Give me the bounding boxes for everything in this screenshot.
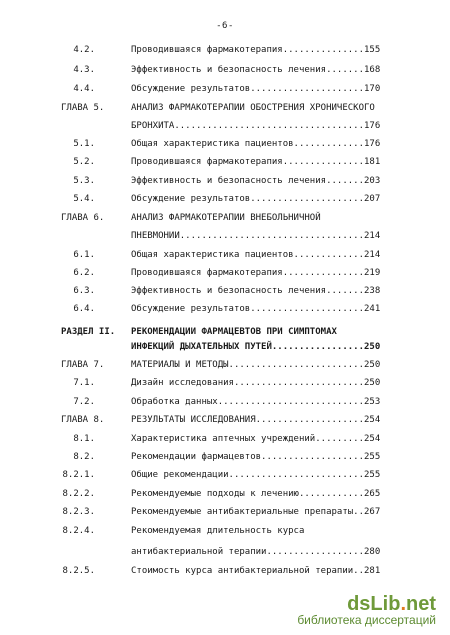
page-number: -6- [216, 21, 234, 31]
toc-row [0, 192, 450, 206]
toc-title: Дизайн исследования........................250 [131, 378, 381, 388]
toc-row [0, 450, 450, 464]
toc-row [0, 432, 450, 446]
toc-row [0, 545, 450, 559]
toc-number: 8.2.3. [62, 507, 95, 517]
toc-row [0, 43, 450, 57]
toc-title: АНАЛИЗ ФАРМАКОТЕРАПИИ ОБОСТРЕНИЯ ХРОНИЧЕСКОГО [131, 103, 375, 113]
toc-title: Рекомендуемая длительность курса [131, 526, 305, 536]
toc-number: 8.2. [73, 452, 95, 462]
toc-title: Обработка данных...........................253 [131, 397, 381, 407]
toc-row [0, 284, 450, 298]
toc-title: антибактериальной терапии..................280 [131, 547, 381, 557]
toc-row [0, 325, 450, 339]
toc-row [0, 211, 450, 225]
watermark-subtitle: библиотека диссертаций [297, 613, 436, 627]
toc-row [0, 358, 450, 372]
toc-row [0, 266, 450, 280]
toc-number: 6.1. [73, 250, 95, 260]
toc-row [0, 82, 450, 96]
toc-title: Общая характеристика пациентов.............214 [131, 250, 381, 260]
toc-number: 6.2. [73, 268, 95, 278]
toc-number: 8.2.5. [62, 566, 95, 576]
toc-title: Общая характеристика пациентов.............176 [131, 139, 381, 149]
toc-title: Характеристика аптечных учреждений.........254 [131, 434, 381, 444]
toc-title: БРОНХИТА...................................176 [131, 121, 381, 131]
toc-number: 6.3. [73, 286, 95, 296]
toc-row [0, 413, 450, 427]
toc-title: Проводившаяся фармакотерапия...............219 [131, 268, 381, 278]
toc-row [0, 524, 450, 538]
toc-title: Обсуждение результатов.....................207 [131, 194, 381, 204]
toc-number: РАЗДЕЛ II. [61, 327, 116, 337]
toc-row [0, 119, 450, 133]
toc-title: Рекомендуемые подходы к лечению............265 [131, 489, 381, 499]
toc-number: 4.3. [73, 65, 95, 75]
toc-title: РЕЗУЛЬТАТЫ ИССЛЕДОВАНИЯ....................254 [131, 415, 381, 425]
toc-row [0, 248, 450, 262]
toc-title: АНАЛИЗ ФАРМАКОТЕРАПИИ ВНЕБОЛЬНИЧНОЙ [131, 213, 321, 223]
toc-number: 5.1. [73, 139, 95, 149]
toc-number: ГЛАВА 6. [61, 213, 105, 223]
toc-title: Проводившаяся фармакотерапия...............181 [131, 157, 381, 167]
toc-title: Рекомендуемые антибактериальные препараты..267 [131, 507, 381, 517]
toc-row [0, 302, 450, 316]
toc-row [0, 340, 450, 354]
toc-title: Обсуждение результатов.....................170 [131, 84, 381, 94]
toc-number: 8.2.1. [62, 470, 95, 480]
toc-title: Общие рекомендации.........................255 [131, 470, 381, 480]
toc-number: 5.2. [73, 157, 95, 167]
toc-title: ИНФЕКЦИЙ ДЫХАТЕЛЬНЫХ ПУТЕЙ.................250 [131, 342, 381, 352]
toc-number: 8.2.4. [62, 526, 95, 536]
toc-number: 6.4. [73, 304, 95, 314]
toc-number: ГЛАВА 5. [61, 103, 105, 113]
toc-row [0, 564, 450, 578]
toc-row [0, 101, 450, 115]
toc-title: Проводившаяся фармакотерапия...............155 [131, 45, 381, 55]
toc-title: МАТЕРИАЛЫ И МЕТОДЫ.........................250 [131, 360, 381, 370]
toc-row [0, 376, 450, 390]
toc-title: Эффективность и безопасность лечения.......238 [131, 286, 381, 296]
toc-row [0, 468, 450, 482]
toc-title: Стоимость курса антибактериальной терапии..281 [131, 566, 381, 576]
toc-title: Эффективность и безопасность лечения.......168 [131, 65, 381, 75]
toc-number: 7.2. [73, 397, 95, 407]
toc-number: 4.2. [73, 45, 95, 55]
toc-number: 4.4. [73, 84, 95, 94]
toc-row [0, 137, 450, 151]
dslib-logo: dsLib.net [347, 593, 436, 615]
toc-number: 8.2.2. [62, 489, 95, 499]
dslib-watermark [297, 594, 436, 627]
toc-number: ГЛАВА 7. [61, 360, 105, 370]
toc-row [0, 155, 450, 169]
toc-title: Эффективность и безопасность лечения.......203 [131, 176, 381, 186]
toc-row [0, 229, 450, 243]
toc-title: ПНЕВМОНИИ..................................214 [131, 231, 381, 241]
toc-number: 7.1. [73, 378, 95, 388]
toc-number: ГЛАВА 8. [61, 415, 105, 425]
toc-row [0, 505, 450, 519]
toc-row [0, 487, 450, 501]
toc-title: Обсуждение результатов.....................241 [131, 304, 381, 314]
toc-row [0, 63, 450, 77]
toc-number: 8.1. [73, 434, 95, 444]
toc-number: 5.3. [73, 176, 95, 186]
toc-title: РЕКОМЕНДАЦИИ ФАРМАЦЕВТОВ ПРИ СИМПТОМАХ [131, 327, 337, 337]
toc-row [0, 174, 450, 188]
toc-row [0, 395, 450, 409]
toc-title: Рекомендации фармацевтов...................255 [131, 452, 381, 462]
toc-number: 5.4. [73, 194, 95, 204]
